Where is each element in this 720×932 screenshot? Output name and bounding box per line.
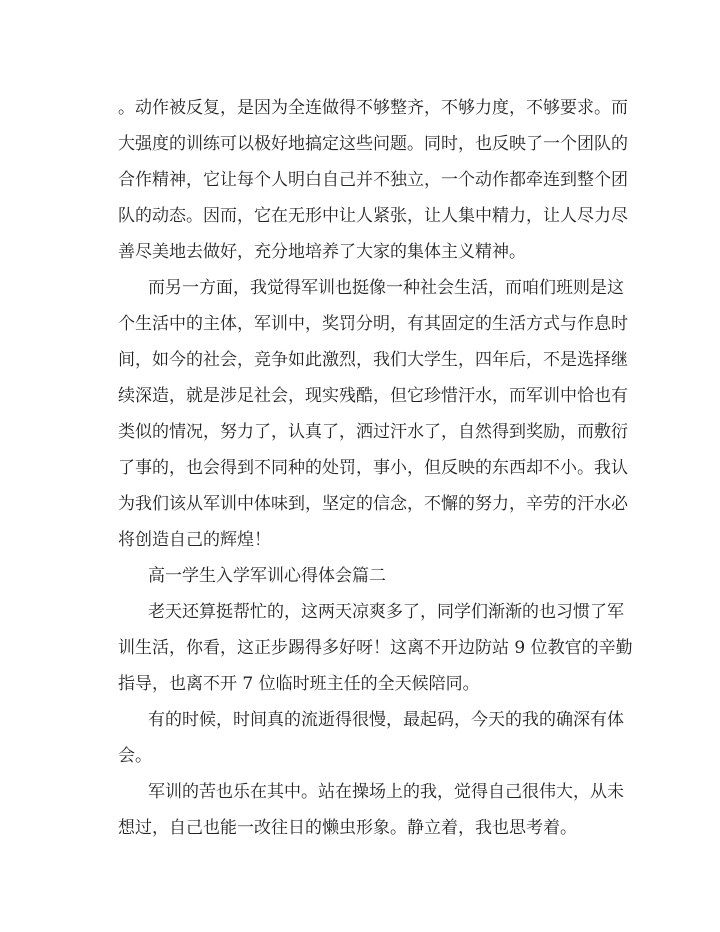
text-line: 为我们该从军训中体味到，坚定的信念，不懈的努力，辛劳的汗水必: [118, 494, 628, 514]
text-line: 。动作被反复，是因为全连做得不够整齐，不够力度，不够要求。而: [118, 98, 628, 118]
text-line: 想过，自己也能一改往日的懒虫形象。静立着，我也思考着。: [118, 818, 577, 838]
paragraph-first-line: 有的时候，时间真的流逝得很慢，最起码，今天的我的确深有体: [148, 710, 624, 730]
text-line: 个生活中的主体，军训中，奖罚分明，有其固定的生活方式与作息时: [118, 314, 628, 334]
text-line: 间，如今的社会，竞争如此激烈，我们大学生，四年后，不是选择继: [118, 350, 628, 370]
paragraph-first-line: 老天还算挺帮忙的，这两天凉爽多了，同学们渐渐的也习惯了军: [148, 602, 624, 622]
paragraph-first-line: 而另一方面，我觉得军训也挺像一种社会生活，而咱们班则是这: [148, 278, 624, 298]
text-line: 类似的情况，努力了，认真了，洒过汗水了，自然得到奖励，而敷衍: [118, 422, 628, 442]
text-line: 将创造自己的辉煌！: [118, 530, 271, 550]
paragraph-first-line: 军训的苦也乐在其中。站在操场上的我，觉得自己很伟大，从未: [148, 782, 624, 802]
text-line: 队的动态。因而，它在无形中让人紧张，让人集中精力，让人尽力尽: [118, 206, 628, 226]
text-line: 了事的，也会得到不同种的处罚，事小，但反映的东西却不小。我认: [118, 458, 628, 478]
text-line: 合作精神，它让每个人明白自己并不独立，一个动作都牵连到整个团: [118, 170, 628, 190]
text-line: 大强度的训练可以极好地搞定这些问题。同时，也反映了一个团队的: [118, 134, 628, 154]
text-line: 会。: [118, 746, 152, 766]
section-heading: 高一学生入学军训心得体会篇二: [148, 566, 386, 586]
text-line: 指导，也离不开 7 位临时班主任的全天候陪同。: [118, 674, 480, 694]
text-line: 续深造，就是涉足社会，现实残酷，但它珍惜汗水，而军训中恰也有: [118, 386, 628, 406]
text-line: 善尽美地去做好，充分地培养了大家的集体主义精神。: [118, 242, 526, 262]
text-line: 训生活，你看，这正步踢得多好呀！这离不开边防站 9 位教官的辛勤: [118, 638, 633, 658]
